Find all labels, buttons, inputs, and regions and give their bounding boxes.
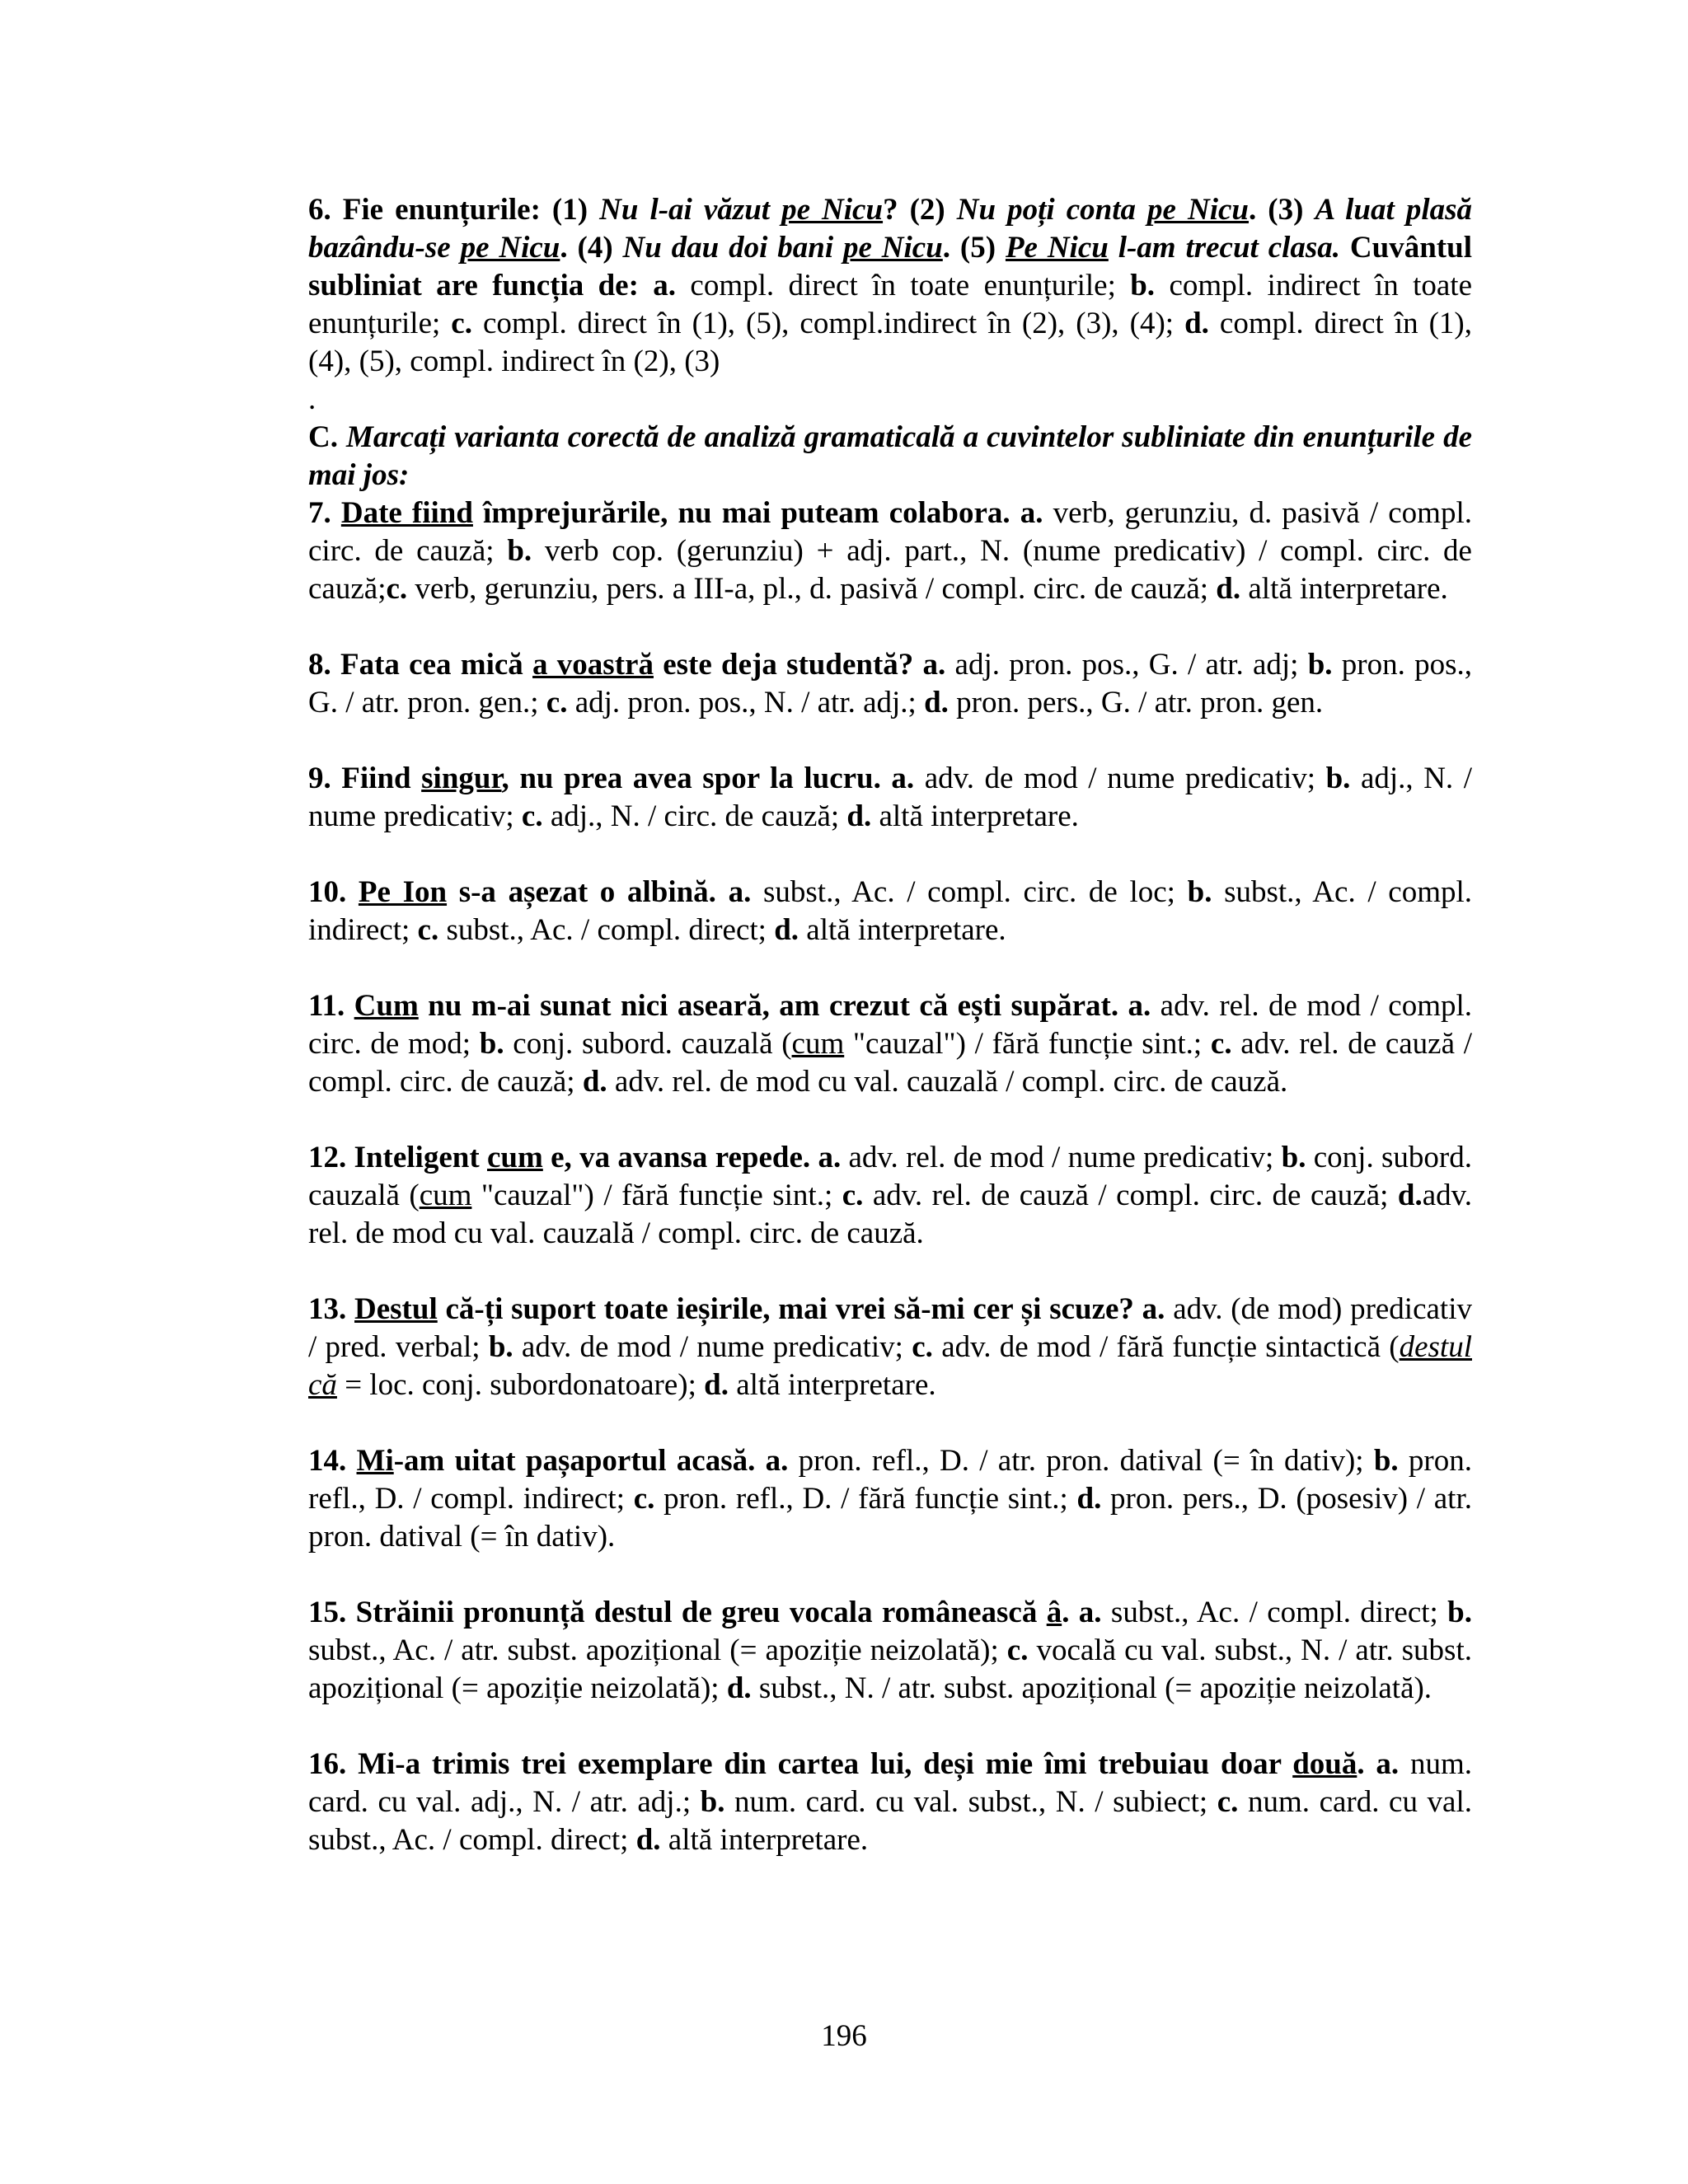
text-segment: verb, gerunziu, d. pasivă / compl. circ. de cauză; — [308, 496, 1472, 568]
text-segment: pron. refl., D. / fără funcție sint.; — [654, 1482, 1077, 1516]
text-segment: adv. (de mod) predicativ / pred. verbal; — [308, 1292, 1472, 1364]
text-segment: pron. pos., G. / atr. pron. gen.; — [308, 648, 1472, 719]
text-segment: "cauzal") / fără funcție sint.; — [471, 1179, 842, 1212]
text-segment: c. — [1217, 1785, 1239, 1819]
text-segment: C. — [308, 420, 338, 454]
text-segment: d. — [1184, 307, 1209, 340]
text-segment: compl. direct în (1), (4), (5), compl. indirect în (2), (3) — [308, 307, 1472, 378]
text-segment: nu m-ai sunat nici aseară, am crezut că ești supărat. a. — [418, 989, 1151, 1023]
text-segment: . (4) — [560, 231, 623, 265]
text-segment: . — [308, 382, 316, 416]
text-segment: b. — [479, 1027, 504, 1061]
text-segment: 11. — [308, 989, 354, 1023]
text-segment: Cum — [354, 989, 419, 1023]
text-segment: c. — [1006, 1633, 1029, 1667]
text-segment: conj. subord. cauzală ( — [504, 1027, 792, 1061]
text-segment: d. — [1397, 1179, 1423, 1212]
question-15 — [308, 1594, 1472, 1708]
text-segment: pron. refl., D. / atr. pron. datival (= în dativ); — [788, 1444, 1374, 1478]
text-segment: d. — [635, 1823, 661, 1857]
text-segment: adv. rel. de mod / nume predicativ; — [841, 1141, 1282, 1174]
question-14 — [308, 1442, 1472, 1556]
question-13 — [308, 1291, 1472, 1404]
text-segment: pe Nicu — [460, 231, 560, 265]
text-segment: compl. direct în toate enunțurile; — [676, 269, 1131, 302]
text-segment: pron. refl., D. / compl. indirect; — [308, 1444, 1472, 1516]
text-segment: Nu poți conta — [956, 193, 1148, 227]
text-segment: altă interpretare. — [871, 799, 1079, 833]
text-segment: c. — [912, 1330, 933, 1364]
text-segment: â — [1046, 1596, 1062, 1629]
text-segment: num. card. cu val. subst., N. / subiect; — [724, 1785, 1217, 1819]
page-content — [308, 191, 1472, 1859]
question-8 — [308, 646, 1472, 722]
text-segment: Mi — [356, 1444, 394, 1478]
text-segment: 10. — [308, 875, 359, 909]
text-segment: 9. Fiind — [308, 762, 422, 795]
text-segment: pe Nicu — [843, 231, 943, 265]
text-segment: d. — [1076, 1482, 1102, 1516]
text-segment: destul că — [308, 1330, 1472, 1402]
text-segment: 16. Mi-a trimis trei exemplare din cartea lui, deși mie îmi trebuiau doar — [308, 1747, 1293, 1781]
text-segment: Pe Nicu — [1005, 231, 1109, 265]
text-segment: b. — [1130, 269, 1156, 302]
text-segment: pe Nicu — [781, 193, 884, 227]
text-segment: pron. pers., D. (posesiv) / atr. pron. datival (= în dativ). — [308, 1482, 1472, 1554]
text-segment: c. — [521, 799, 543, 833]
text-segment: , nu prea avea spor la lucru. a. — [501, 762, 915, 795]
text-segment: cum — [791, 1027, 845, 1061]
text-segment: adv. rel. de mod cu val. cauzală / compl. circ. de cauză. — [308, 1179, 1472, 1250]
question-16 — [308, 1746, 1472, 1859]
text-segment: 15. Străinii pronunță destul de greu vocala românească — [308, 1596, 1047, 1629]
text-segment: d. — [924, 686, 949, 719]
text-segment: c. — [633, 1482, 655, 1516]
text-segment: 8. Fata cea mică — [308, 648, 533, 682]
text-segment: 14. — [308, 1444, 357, 1478]
text-segment: -am uitat pașaportul acasă. a. — [393, 1444, 789, 1478]
text-segment: Cuvântul subliniat are funcția de: a. — [308, 231, 1472, 302]
text-segment: subst., Ac. / compl. circ. de loc; — [751, 875, 1188, 909]
text-segment: "cauzal") / fără funcție sint.; — [844, 1027, 1211, 1061]
text-segment: A luat plasă bazându-se — [308, 193, 1472, 265]
text-segment: pron. pers., G. / atr. pron. gen. — [948, 686, 1324, 719]
text-segment: c. — [451, 307, 472, 340]
text-segment: cum — [419, 1179, 472, 1212]
text-segment: b. — [1373, 1444, 1399, 1478]
text-segment: d. — [582, 1065, 607, 1099]
text-segment: adj., N. / nume predicativ; — [308, 762, 1473, 833]
text-segment: adv. rel. de mod cu val. cauzală / compl. circ. de cauză. — [607, 1065, 1288, 1099]
text-segment: compl. direct în (1), (5), compl.indirect în (2), (3), (4); — [471, 307, 1185, 340]
text-segment: adv. rel. de mod / compl. circ. de mod; — [308, 989, 1473, 1061]
text-segment: d. — [704, 1368, 729, 1402]
text-segment: altă interpretare. — [728, 1368, 936, 1402]
question-6 — [308, 191, 1472, 381]
text-segment: Nu dau doi bani — [622, 231, 843, 265]
text-segment: a voastră — [532, 648, 654, 682]
text-segment: subst., Ac. / compl. direct; — [1101, 1596, 1448, 1629]
text-segment: pe Nicu — [1147, 193, 1249, 227]
text-segment: b. — [1307, 648, 1333, 682]
text-segment: = loc. conj. subordonatoare); — [336, 1368, 705, 1402]
text-segment: verb, gerunziu, pers. a III-a, pl., d. pasivă / compl. circ. de cauză; — [407, 572, 1217, 606]
text-segment: conj. subord. cauzală ( — [308, 1141, 1472, 1212]
text-segment: d. — [846, 799, 872, 833]
text-segment: subst., N. / atr. subst. apozițional (= apoziție neizolată). — [751, 1671, 1432, 1705]
question-12 — [308, 1139, 1472, 1253]
text-segment: 7. — [308, 496, 341, 530]
text-segment: adj. pron. pos., G. / atr. adj; — [945, 648, 1308, 682]
text-segment: adj. pron. pos., N. / atr. adj.; — [567, 686, 925, 719]
text-segment: d. — [774, 913, 799, 947]
page-number: 196 — [821, 2019, 867, 2053]
text-segment: Pe Ion — [358, 875, 448, 909]
text-segment: c. — [546, 686, 568, 719]
text-segment: c. — [386, 572, 408, 606]
text-segment: Marcați varianta corectă de analiză gramaticală a cuvintelor subliniate din enunțurile de mai jos: — [308, 420, 1472, 492]
text-segment: ? (2) — [883, 193, 957, 227]
text-segment: cum — [486, 1141, 543, 1174]
text-segment: subst., Ac. / atr. subst. apozițional (= apoziție neizolată); — [308, 1633, 1007, 1667]
text-segment: . a. — [1062, 1596, 1102, 1629]
text-segment: altă interpretare. — [660, 1823, 869, 1857]
text-segment: c. — [1210, 1027, 1232, 1061]
text-segment: împrejurările, nu mai puteam colabora. a. — [472, 496, 1043, 530]
text-segment: Nu l-ai văzut — [599, 193, 782, 227]
text-segment: singur — [421, 762, 502, 795]
text-segment: altă interpretare. — [799, 913, 1006, 947]
text-segment: b. — [1187, 875, 1212, 909]
text-segment: adv. rel. de cauză / compl. circ. de cauză; — [863, 1179, 1398, 1212]
text-segment: verb cop. (gerunziu) + adj. part., N. (nume predicativ) / compl. circ. de cauză; — [308, 534, 1472, 606]
text-segment: b. — [507, 534, 532, 568]
text-segment: e, va avansa repede. a. — [542, 1141, 842, 1174]
text-segment: 6. Fie enunțurile: (1) — [308, 193, 600, 227]
text-segment: b. — [1325, 762, 1351, 795]
text-segment: l-am trecut clasa. — [1108, 231, 1341, 265]
question-9 — [308, 760, 1472, 836]
text-segment: compl. indirect în toate enunțurile; — [308, 269, 1472, 340]
text-segment: . (5) — [942, 231, 1006, 265]
text-segment: c. — [842, 1179, 864, 1212]
text-segment: adv. rel. de cauză / compl. circ. de cauză; — [308, 1027, 1472, 1099]
text-segment: a. — [1364, 1747, 1400, 1781]
text-segment: subst., Ac. / compl. indirect; — [308, 875, 1473, 947]
text-segment: s-a așezat o albină. a. — [447, 875, 752, 909]
text-segment: că-ți suport toate ieșirile, mai vrei să-mi cer și scuze? a. — [437, 1292, 1165, 1326]
text-segment: adv. de mod / fără funcție sintactică ( — [932, 1330, 1400, 1364]
question-7 — [308, 494, 1472, 608]
text-segment: b. — [1447, 1596, 1472, 1629]
text-segment: adj., N. / circ. de cauză; — [542, 799, 847, 833]
stray-dot — [308, 381, 1472, 419]
text-segment: 13. — [308, 1292, 355, 1326]
text-segment: b. — [488, 1330, 513, 1364]
text-segment: două — [1292, 1747, 1357, 1781]
text-segment: b. — [700, 1785, 725, 1819]
text-segment: vocală cu val. subst., N. / atr. subst. apozițional (= apoziție neizolată); — [308, 1633, 1472, 1705]
text-segment: Destul — [354, 1292, 438, 1326]
text-segment: adv. de mod / nume predicativ; — [914, 762, 1326, 795]
text-segment: adv. de mod / nume predicativ; — [513, 1330, 912, 1364]
question-11 — [308, 987, 1472, 1101]
text-segment: Date fiind — [340, 496, 473, 530]
text-segment: num. card. cu val. subst., Ac. / compl. direct; — [308, 1785, 1472, 1857]
text-segment: subst., Ac. / compl. direct; — [438, 913, 775, 947]
text-segment: num. card. cu val. adj., N. / atr. adj.; — [308, 1747, 1473, 1819]
text-segment: d. — [1216, 572, 1241, 606]
text-segment: altă interpretare. — [1240, 572, 1448, 606]
text-segment: . — [1357, 1747, 1365, 1781]
question-10 — [308, 874, 1472, 949]
text-segment: . (3) — [1249, 193, 1315, 227]
text-segment: c. — [417, 913, 439, 947]
text-segment: este deja studentă? a. — [653, 648, 946, 682]
text-segment: d. — [726, 1671, 752, 1705]
text-segment: b. — [1281, 1141, 1306, 1174]
section-c-heading — [308, 419, 1472, 494]
text-segment: 12. Inteligent — [308, 1141, 487, 1174]
